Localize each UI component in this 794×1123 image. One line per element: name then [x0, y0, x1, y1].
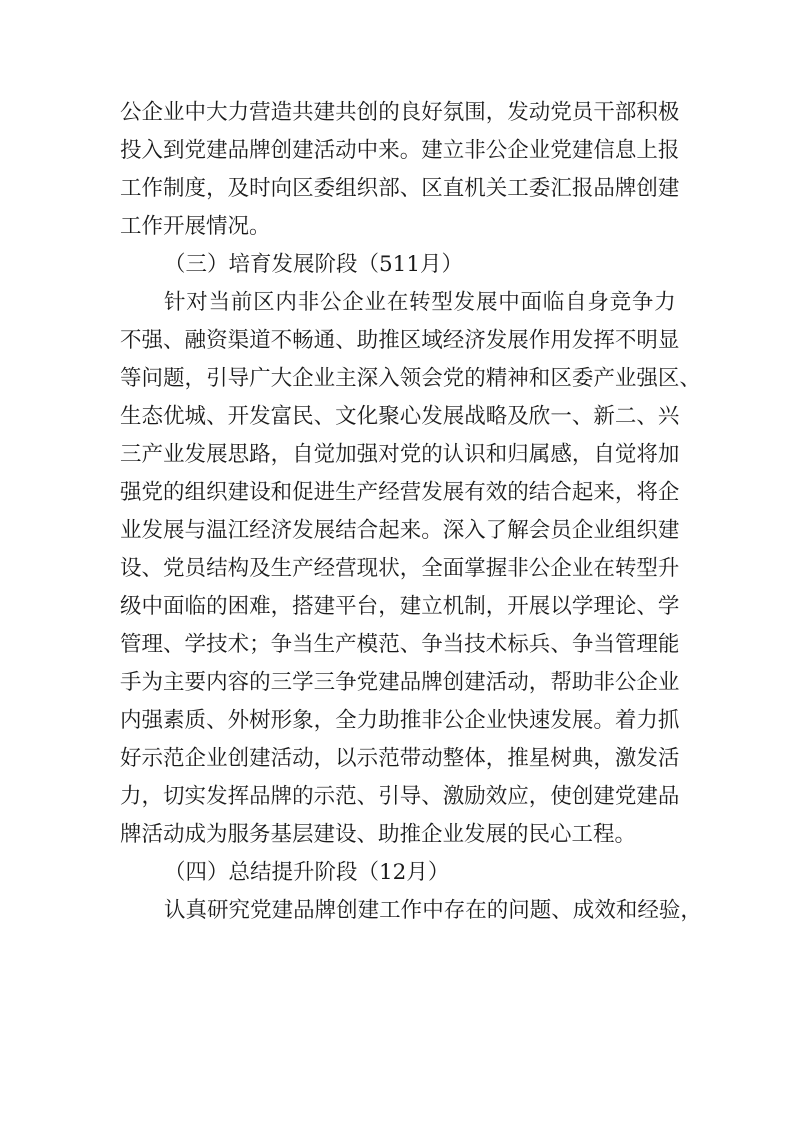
- text-line: 投 入 到 党 建 品 牌 创 建 活 动 中 来 。 建 立 非 公 企 业 党 建 信 息 上 报: [120, 138, 680, 163]
- text-line: 好 示 范 企 业 创 建 活 动 ， 以 示 范 带 动 整 体 ， 推 星 树 典 ， 激 发 活: [120, 746, 680, 771]
- text-line: 公 企 业 中 大 力 营 造 共 建 共 创 的 良 好 氛 围 ， 发 动 党 员 干 部 积 极: [120, 100, 680, 125]
- text-line: 级 中 面 临 的 困 难 ， 搭 建 平 台 ， 建 立 机 制 ， 开 展 以 学 理 论 、 学: [120, 594, 680, 619]
- text-line: 不 强 、 融 资 渠 道 不 畅 通 、 助 推 区 域 经 济 发 展 作 用 发 挥 不 明 显: [120, 328, 680, 353]
- section-heading: （四）总结提升阶段（12月）: [164, 860, 450, 885]
- text-line: 力 ， 切 实 发 挥 品 牌 的 示 范 、 引 导 、 激 励 效 应 ， 使 创 建 党 建 品: [120, 784, 680, 809]
- text-line: 内 强 素 质 、 外 树 形 象 ， 全 力 助 推 非 公 企 业 快 速 发 展 。 着 力 抓: [120, 708, 680, 733]
- text-line: 等 问 题 ， 引 导 广 大 企 业 主 深 入 领 会 党 的 精 神 和 区 委 产 业 强 区 、: [120, 366, 701, 391]
- paragraph-first-line: 针 对 当 前 区 内 非 公 企 业 在 转 型 发 展 中 面 临 自 身 竞 争 力: [164, 290, 676, 315]
- text-line: 牌活动成为服务基层建设、助推企业发展的民心工程。: [120, 822, 637, 847]
- text-line: 业 发 展 与 温 江 经 济 发 展 结 合 起 来 。 深 入 了 解 会 员 企 业 组 织 建: [120, 518, 680, 543]
- paragraph-first-line: 认 真 研 究 党 建 品 牌 创 建 工 作 中 存 在 的 问 题 、 成 效 和 经 验 ，: [164, 898, 702, 923]
- text-line: 三 产 业 发 展 思 路 ， 自 觉 加 强 对 党 的 认 识 和 归 属 感 ， 自 觉 将 加: [120, 442, 680, 467]
- text-line: 管 理 、 学 技 术 ； 争 当 生 产 模 范 、 争 当 技 术 标 兵 、 争 当 管 理 能: [120, 632, 680, 657]
- text-line: 设 、 党 员 结 构 及 生 产 经 营 现 状 ， 全 面 掌 握 非 公 企 业 在 转 型 升: [120, 556, 680, 581]
- section-heading: （三）培育发展阶段（511月）: [164, 252, 464, 277]
- text-line: 强 党 的 组 织 建 设 和 促 进 生 产 经 营 发 展 有 效 的 结 合 起 来 ， 将 企: [120, 480, 680, 505]
- text-line: 生 态 优 城 、 开 发 富 民 、 文 化 聚 心 发 展 战 略 及 欣 一 、 新 二 、 兴: [120, 404, 680, 429]
- text-line: 工 作 制 度 ， 及 时 向 区 委 组 织 部 、 区 直 机 关 工 委 汇 报 品 牌 创 建: [120, 176, 680, 201]
- text-line: 工作开展情况。: [120, 214, 271, 239]
- text-line: 手 为 主 要 内 容 的 三 学 三 争 党 建 品 牌 创 建 活 动 ， 帮 助 非 公 企 业: [120, 670, 680, 695]
